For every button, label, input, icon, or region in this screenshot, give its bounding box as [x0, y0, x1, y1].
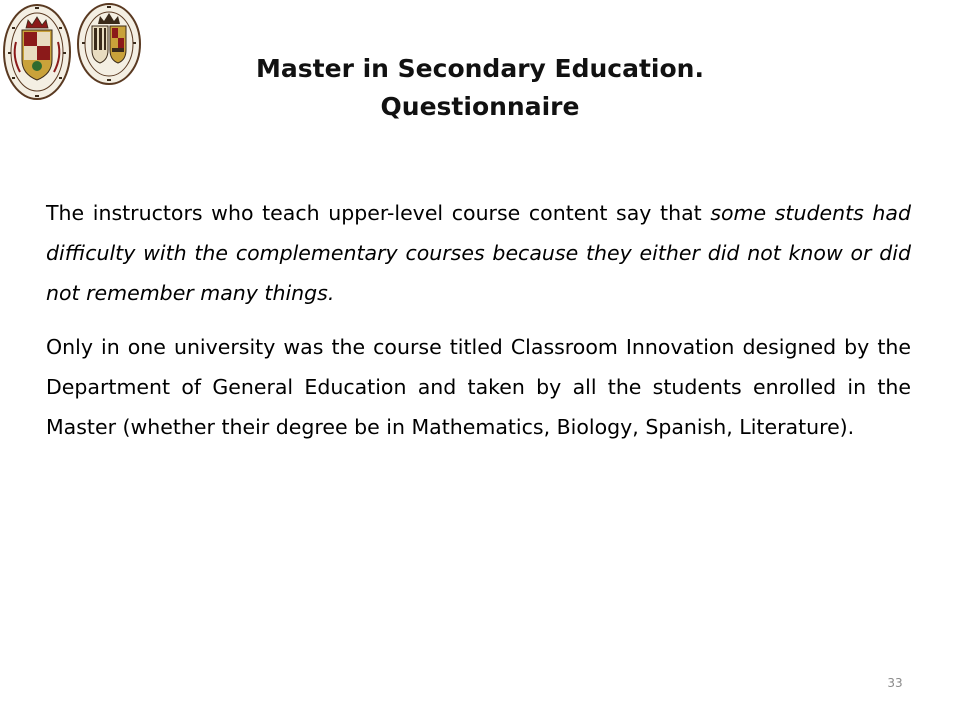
- title-line-1: Master in Secondary Education.: [256, 54, 704, 83]
- paragraph-1-italic: some students had difficulty with the complementary courses because they either did not know or did not remember many things.: [46, 201, 912, 305]
- paragraph-1-plain: The instructors who teach upper-level course content say that: [46, 201, 711, 225]
- slide-title: [180, 50, 780, 126]
- slide-body: [46, 193, 911, 461]
- paragraph-1: [46, 193, 911, 313]
- university-seal-logo: [2, 2, 72, 102]
- second-university-seal-logo: [76, 2, 142, 86]
- paragraph-2: Only in one university was the course titled Classroom Innovation designed by the Department of General Education and taken by all the students enrolled in the Master (whether their degree be in Mathematics, Biology, Spanish, Literature).: [46, 335, 911, 439]
- page-number: 33: [887, 676, 903, 690]
- title-line-2: Questionnaire: [380, 92, 580, 121]
